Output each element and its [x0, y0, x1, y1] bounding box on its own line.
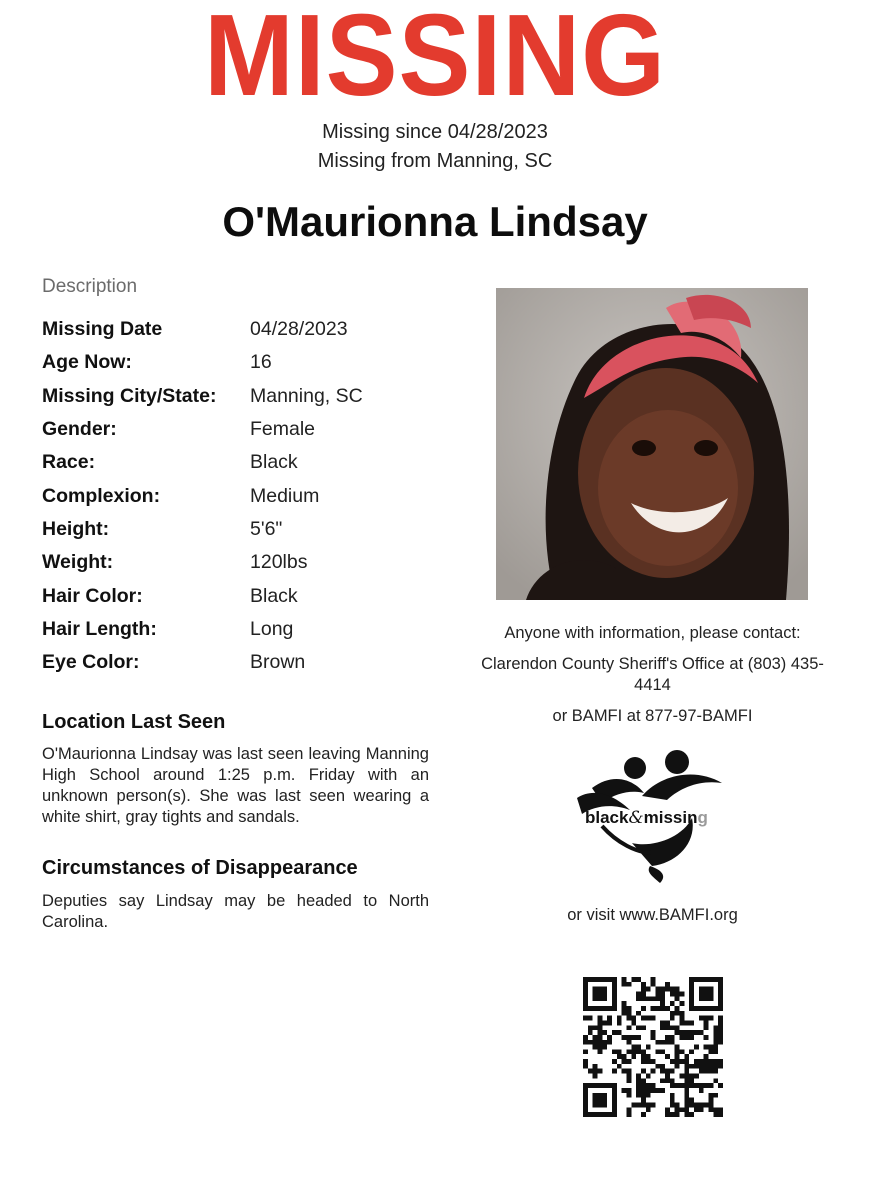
person-name: O'Maurionna Lindsay: [222, 198, 648, 245]
logo-part-black: black: [585, 808, 629, 827]
field-row: [42, 546, 462, 579]
description-title: Description: [42, 276, 138, 297]
field-row: [42, 579, 462, 612]
headline-missing: MISSING: [203, 0, 667, 120]
description-fields: [42, 313, 462, 679]
field-row: [42, 313, 462, 346]
field-value: 04/28/2023: [250, 318, 348, 341]
field-value: 16: [250, 351, 272, 374]
field-row: [42, 479, 462, 512]
contact-sheriff: Clarendon County Sheriff's Office at (803) 435-4414: [481, 655, 824, 694]
field-row: [42, 613, 462, 646]
missing-from: Missing from Manning, SC: [317, 150, 553, 172]
field-value: 5'6": [250, 517, 283, 540]
field-label: Complexion:: [42, 484, 161, 507]
field-value: 120lbs: [250, 551, 308, 574]
photo-illustration: [496, 288, 808, 600]
person-photo: [496, 288, 808, 600]
field-label: Hair Color:: [42, 584, 143, 607]
field-row: [42, 446, 462, 479]
field-value: Black: [250, 451, 298, 474]
field-value: Manning, SC: [250, 384, 363, 407]
logo-ampersand: &: [628, 808, 644, 828]
field-label: Missing City/State:: [42, 384, 217, 407]
field-row: [42, 380, 462, 413]
field-label: Height:: [42, 517, 110, 540]
field-label: Missing Date: [42, 318, 163, 341]
field-label: Hair Length:: [42, 617, 157, 640]
field-value: Female: [250, 418, 316, 441]
contact-website: or visit www.BAMFI.org: [567, 906, 738, 924]
field-label: Age Now:: [42, 351, 132, 374]
location-title: Location Last Seen: [42, 711, 226, 733]
contact-bamfi-phone: or BAMFI at 877-97-BAMFI: [552, 707, 753, 725]
field-value: Medium: [250, 484, 320, 507]
field-row: [42, 646, 462, 679]
logo-part-missing: missin: [643, 808, 698, 827]
field-row: [42, 513, 462, 546]
field-label: Eye Color:: [42, 651, 140, 674]
field-value: Brown: [250, 651, 306, 674]
logo-wordmark: [585, 808, 708, 828]
contact-intro: Anyone with information, please contact:: [504, 624, 801, 642]
field-label: Race:: [42, 451, 96, 474]
field-row: [42, 346, 462, 379]
field-value: Long: [250, 617, 294, 640]
circumstances-text: Deputies say Lindsay may be headed to North Carolina.: [42, 892, 429, 931]
field-label: Weight:: [42, 551, 114, 574]
field-value: Black: [250, 584, 298, 607]
qr-code-icon[interactable]: [583, 977, 723, 1117]
field-row: [42, 413, 462, 446]
circumstances-title: Circumstances of Disappearance: [42, 857, 358, 879]
logo-part-g: g: [697, 808, 708, 827]
location-text: O'Maurionna Lindsay was last seen leaving Manning High School around 1:25 p.m. Friday with an unknown person(s). She was last seen wearing a white shirt, gray tights and sandals.: [42, 745, 429, 826]
missing-since: Missing since 04/28/2023: [322, 121, 548, 143]
field-label: Gender:: [42, 418, 117, 441]
